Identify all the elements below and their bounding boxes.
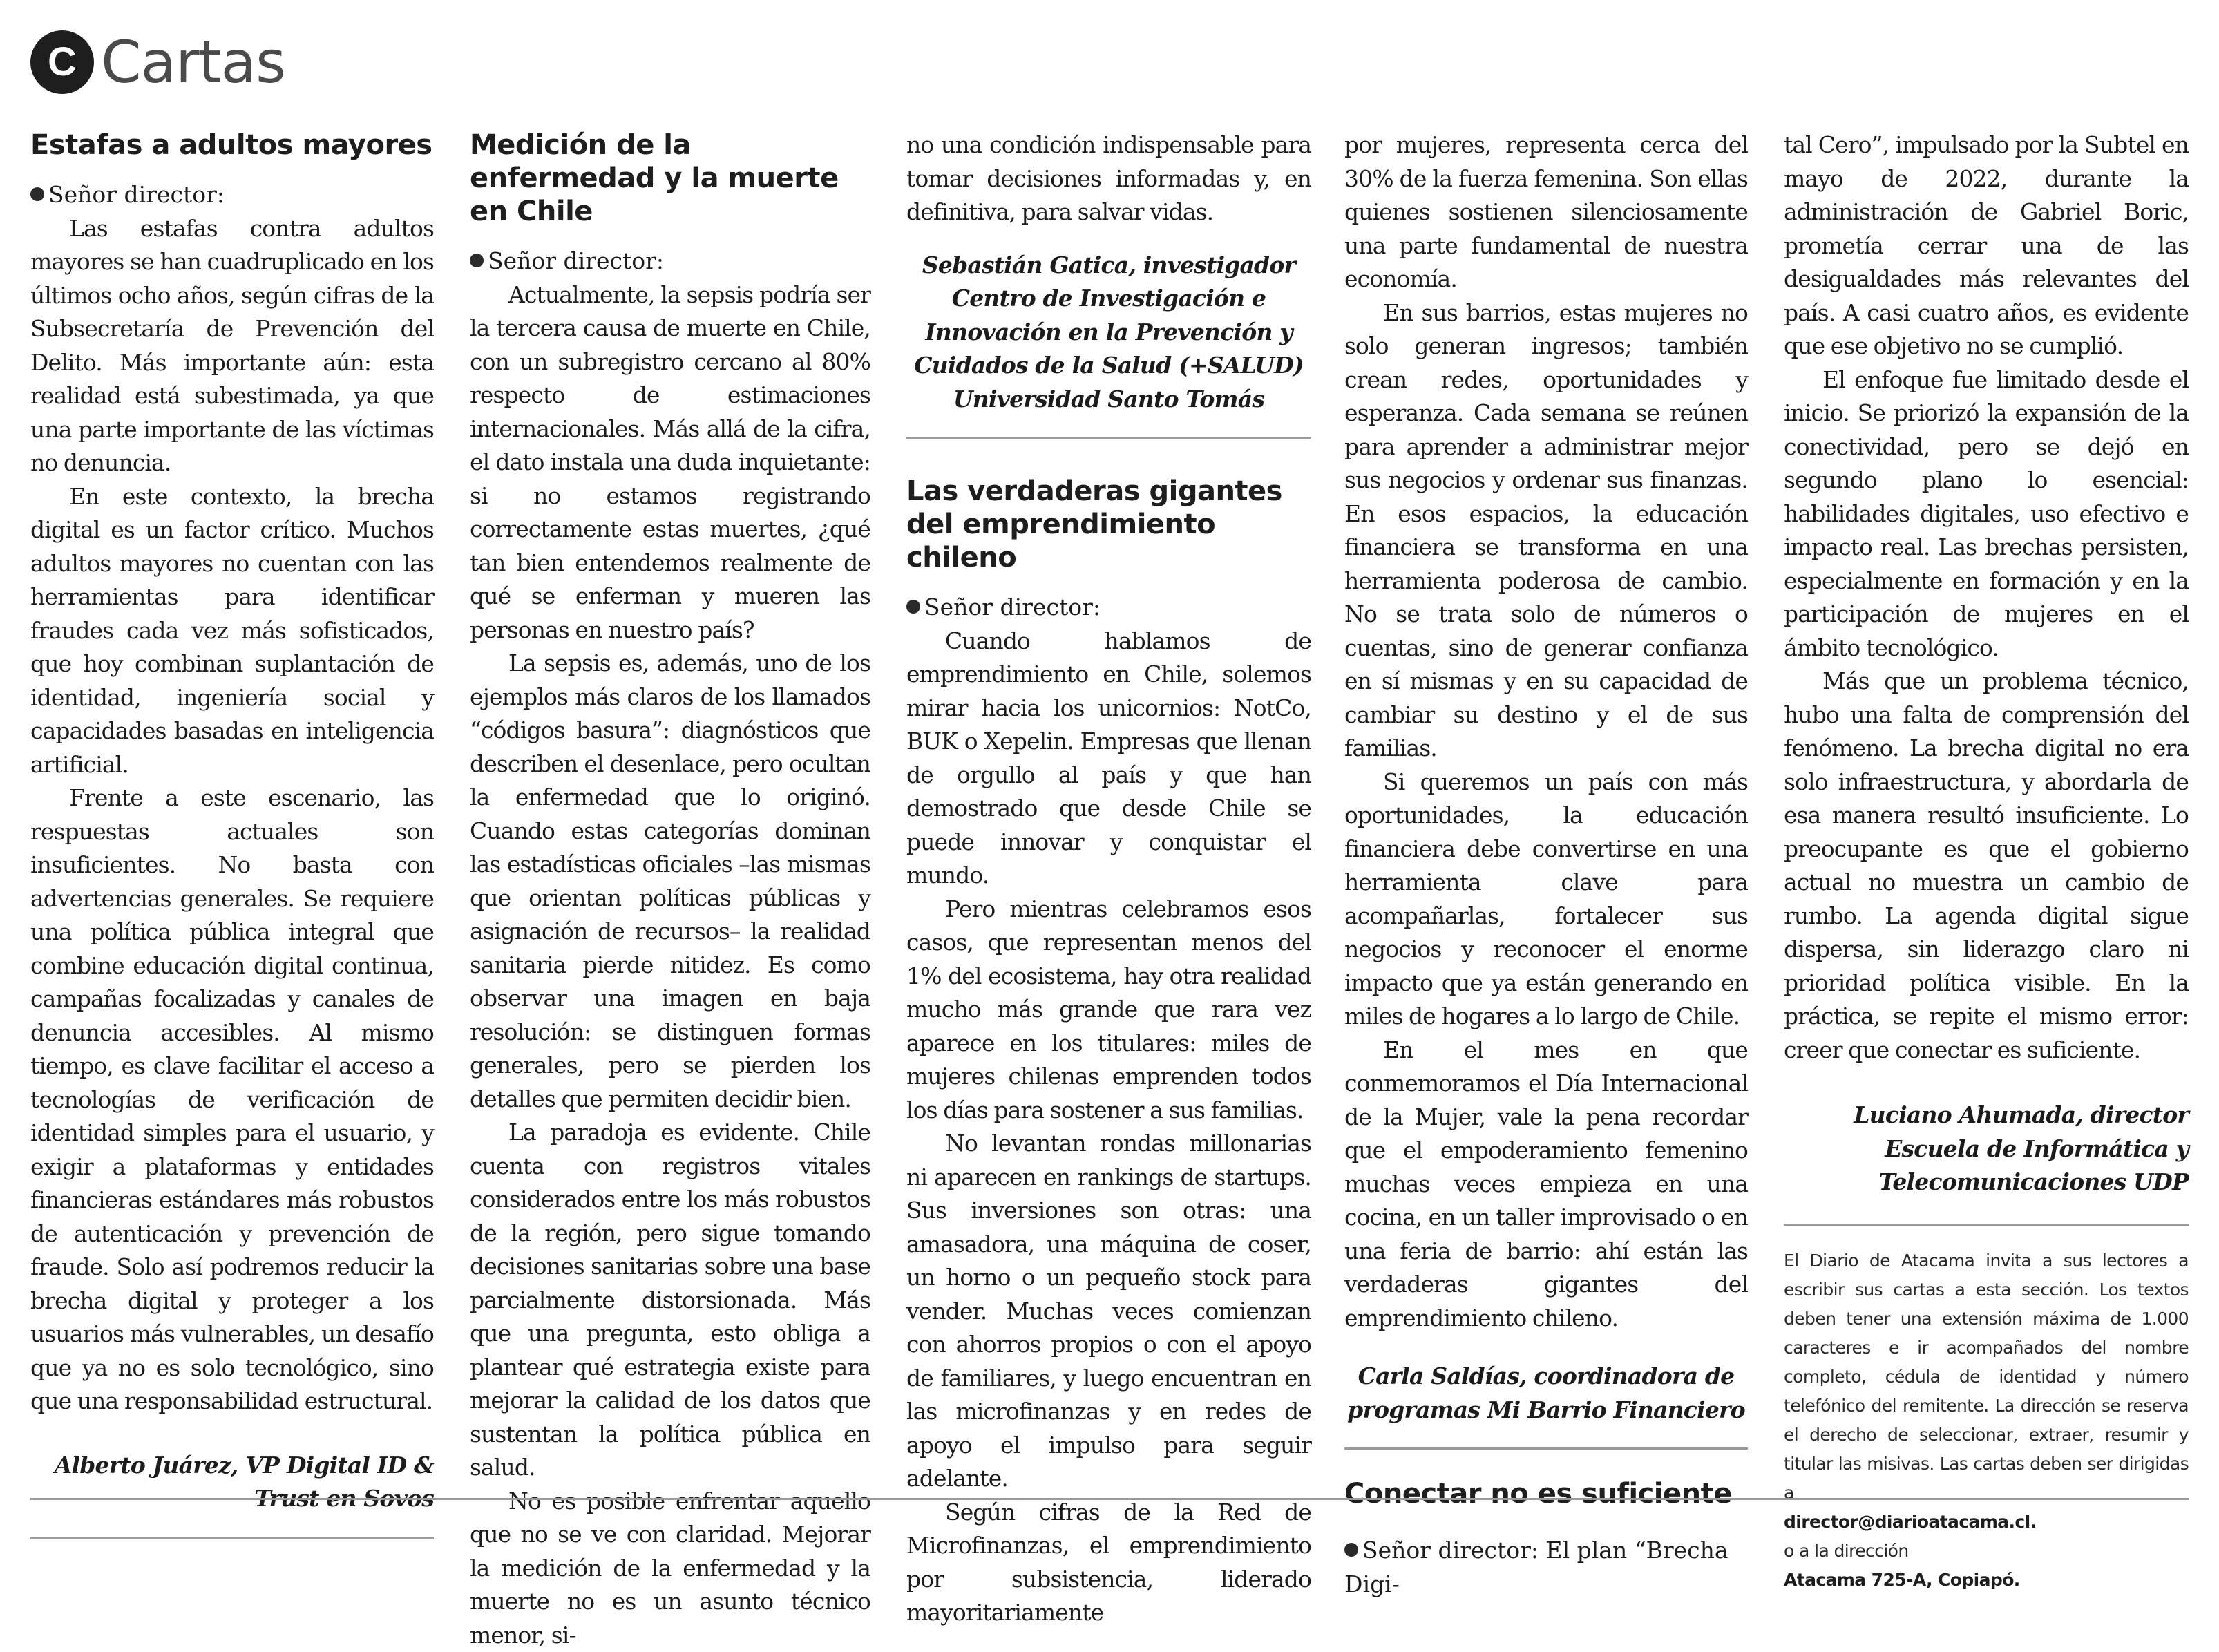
letter-signature: Luciano Ahumada, director Escuela de Informática y Telecomunicaciones UDP xyxy=(1784,1099,2189,1199)
letter-salutation: Señor director: El plan “Brecha Digi- xyxy=(1344,1534,1748,1601)
letter-paragraph: La sepsis es, además, uno de los ejemplos más claros de los llamados “códigos basura”: diagnósticos que describen el desenlace, pero ocultan la enfermedad que lo originó. Cuando estas categorías dominan las estadísticas oficiales –las mismas que orientan políticas públicas y asignación de recursos– la realidad sanitaria pierde nitidez. Es como observar una imagen en baja resolución: se distinguen formas generales, pero se pierden los detalles que permiten decidir bien. xyxy=(470,647,870,1116)
letter-salutation: Señor director: xyxy=(30,178,434,212)
column-1 xyxy=(30,129,434,1559)
letter-divider xyxy=(906,437,1311,439)
letter-continuation: tal Cero”, impulsado por la Subtel en mayo de 2022, durante la administración de Gabriel Boric, prometía cerrar una de las desigualdades más relevantes del país. A casi cuatro años, es evidente que ese objetivo no se cumplió. xyxy=(1784,129,2189,363)
letter-paragraph: En sus barrios, estas mujeres no solo generan ingresos; también crean redes, oportunidades y esperanza. Cada semana se reúnen para aprender a administrar mejor sus negocios y ordenar sus finanzas. En esos espacios, la educación financiera se transforma en una herramienta poderosa de cambio. No se trata solo de números o cuentas, sino de generar confianza en sí mismas y en su capacidad de cambiar su destino y el de sus familias. xyxy=(1344,296,1748,766)
letter-paragraph: No es posible enfrentar aquello que no se ve con claridad. Mejorar la medición de la enfermedad y la muerte no es un asunto técnico menor, si- xyxy=(470,1485,870,1652)
section-title: Cartas xyxy=(101,33,285,91)
letter-headline: Las verdaderas gigantes del emprendimiento chileno xyxy=(906,475,1311,574)
letter-headline: Estafas a adultos mayores xyxy=(30,129,434,162)
notice-text: El Diario de Atacama invita a sus lectores a escribir sus cartas a esta sección. Los textos deben tener una extensión máxima de 1.000 caracteres e ir acompañados del nombre completo, cédula de identidad y número telefónico del remitente. La dirección se reserva el derecho de seleccionar, extraer, resumir y titular las misivas. Las cartas deben ser dirigidas a xyxy=(1784,1246,2189,1508)
letter-headline: Conectar no es suficiente xyxy=(1344,1477,1748,1510)
notice-address: Atacama 725-A, Copiapó. xyxy=(1784,1566,2189,1595)
letter-signature: Alberto Juárez, VP Digital ID & Trust en Sovos xyxy=(30,1449,434,1516)
letter-salutation: Señor director: xyxy=(906,591,1311,625)
letter-paragraph: Si queremos un país con más oportunidades, la educación financiera debe convertirse en una herramienta clave para acompañarlas, fortalecer sus negocios y reconocer el enorme impacto que ya están generando en miles de hogares a lo largo de Chile. xyxy=(1344,766,1748,1034)
letter-medicion-enfermedad xyxy=(470,129,870,1652)
letter-paragraph: Cuando hablamos de emprendimiento en Chile, solemos mirar hacia los unicornios: NotCo, BUK o Xepelin. Empresas que llenan de orgullo al país y que han demostrado que desde Chile se puede innovar y conquistar el mundo. xyxy=(906,625,1311,893)
letter-paragraph: Frente a este escenario, las respuestas actuales son insuficientes. No basta con advertencias generales. Se requiere una política pública integral que combine educación digital continua, campañas focalizadas y canales de denuncia accesibles. Al mismo tiempo, es clave facilitar el acceso a tecnologías de verificación de identidad simples para el usuario, y exigir a plataformas y entidades financieras estándares más robustos de autenticación y prevención de fraude. Solo así podremos reducir la brecha digital y proteger a los usuarios más vulnerables, un desafío que ya no es solo tecnológico, sino que una responsabilidad estructural. xyxy=(30,781,434,1418)
letter-signature: Sebastián Gatica, investigador Centro de Investigación e Innovación en la Prevención y Cuidados de la Salud (+SALUD) Universidad Santo Tomás xyxy=(906,249,1311,417)
letter-paragraph: En el mes en que conmemoramos el Día Internacional de la Mujer, vale la pena recordar que el empoderamiento femenino muchas veces empieza en una cocina, en un taller improvisado o en una feria de barrio: ahí están las verdaderas gigantes del emprendimiento chileno. xyxy=(1344,1034,1748,1336)
column-divider xyxy=(30,1537,434,1539)
notice-address-prefix: o a la dirección xyxy=(1784,1537,2189,1566)
letter-paragraph: Más que un problema técnico, hubo una falta de comprensión del fenómeno. La brecha digital no era solo infraestructura, y abordarla de esa manera resultó insuficiente. Lo preocupante es que el gobierno actual no muestra un cambio de rumbo. La agenda digital sigue dispersa, sin liderazgo claro ni prioridad política visible. En la práctica, se repite el mismo error: creer que conectar es suficiente. xyxy=(1784,665,2189,1067)
section-masthead xyxy=(30,23,285,101)
letter-conectar-no-suficiente xyxy=(1344,1477,1748,1601)
letter-paragraph: El enfoque fue limitado desde el inicio. Se priorizó la expansión de la conectividad, pero se dejó en segundo plano lo esencial: habilidades digitales, uso efectivo e impacto real. Las brechas persisten, especialmente en formación y en la participación de mujeres en el ámbito tecnológico. xyxy=(1784,363,2189,665)
letter-salutation: Señor director: xyxy=(470,245,870,278)
letter-continuation: no una condición indispensable para tomar decisiones informadas y, en definitiva, para salvar vidas. xyxy=(906,129,1311,229)
notice-divider xyxy=(1784,1224,2189,1226)
column-2 xyxy=(470,129,870,1652)
letter-paragraph: Las estafas contra adultos mayores se han cuadruplicado en los últimos ocho años, según cifras de la Subsecretaría de Prevención del Delito. Más importante aún: esta realidad está subestimada, ya que una parte importante de las víctimas no denuncia. xyxy=(30,212,434,480)
letter-paragraph: Pero mientras celebramos esos casos, que representan menos del 1% del ecosistema, hay otra realidad mucho más grande que rara vez aparece en los titulares: miles de mujeres chilenas emprenden todos los días para sostener a sus familias. xyxy=(906,893,1311,1128)
section-logo: C xyxy=(30,30,94,94)
page-bottom-rule xyxy=(30,1498,2189,1500)
letter-signature: Carla Saldías, coordinadora de programas Mi Barrio Financiero xyxy=(1344,1360,1748,1427)
letter-paragraph: La paradoja es evidente. Chile cuenta con registros vitales considerados entre los más robustos de la región, pero sigue tomando decisiones sanitarias sobre una base parcialmente distorsionada. Más que una pregunta, esto obliga a plantear qué estrategia existe para mejorar la calidad de los datos que sustentan la política pública en salud. xyxy=(470,1116,870,1485)
letter-paragraph: No levantan rondas millonarias ni aparecen en rankings de startups. Sus inversiones son otras: una amasadora, una máquina de coser, un horno o un pequeño stock para vender. Muchas veces comienzan con ahorros propios o con el apoyo de familiares, y luego encuentran en las microfinanzas y en redes de apoyo el impulso para seguir adelante. xyxy=(906,1127,1311,1496)
letter-continuation: por mujeres, representa cerca del 30% de la fuerza femenina. Son ellas quienes sostienen silenciosamente una parte fundamental de nuestra economía. xyxy=(1344,129,1748,296)
submission-notice xyxy=(1784,1246,2189,1595)
column-5 xyxy=(1784,129,2189,1595)
column-4 xyxy=(1344,129,1748,1601)
letter-adultos-mayores xyxy=(30,129,434,1539)
letter-gigantes-emprendimiento xyxy=(906,475,1311,1630)
notice-email[interactable]: director@diarioatacama.cl. xyxy=(1784,1508,2189,1537)
letter-paragraph: En este contexto, la brecha digital es un factor crítico. Muchos adultos mayores no cuentan con las herramientas para identificar fraudes cada vez más sofisticados, que hoy combinan suplantación de identidad, ingeniería social y capacidades basadas en inteligencia artificial. xyxy=(30,480,434,782)
letter-paragraph: Según cifras de la Red de Microfinanzas, el emprendimiento por subsistencia, liderado mayoritariamente xyxy=(906,1496,1311,1630)
letter-headline: Medición de la enfermedad y la muerte en Chile xyxy=(470,129,870,228)
letter-paragraph: Actualmente, la sepsis podría ser la tercera causa de muerte en Chile, con un subregistro cercano al 80% respecto de estimaciones internacionales. Más allá de la cifra, el dato instala una duda inquietante: si no estamos registrando correctamente estas muertes, ¿qué tan bien entendemos realmente de qué se enferman y mueren las personas en nuestro país? xyxy=(470,278,870,647)
column-3 xyxy=(906,129,1311,1630)
letter-divider xyxy=(1344,1447,1748,1450)
